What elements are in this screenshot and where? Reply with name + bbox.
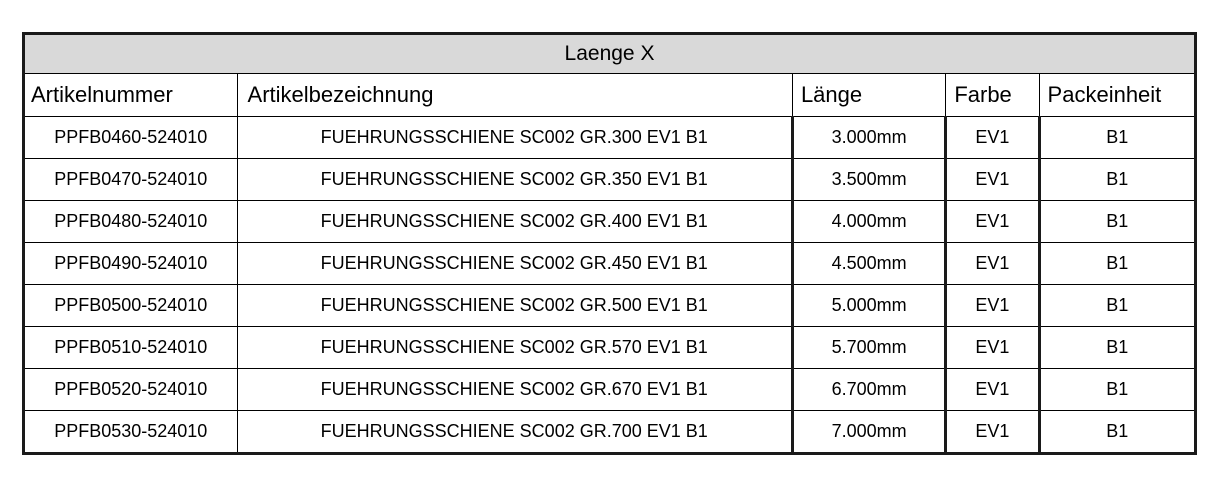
table-title-row xyxy=(24,34,1196,74)
cell-farbe: EV1 xyxy=(946,369,1039,411)
cell-artikelnummer: PPFB0460-524010 xyxy=(24,117,238,159)
table-row xyxy=(24,243,1196,285)
cell-packeinheit: B1 xyxy=(1039,327,1195,369)
table-title: Laenge X xyxy=(24,34,1196,74)
cell-artikelnummer: PPFB0470-524010 xyxy=(24,159,238,201)
table-header-row xyxy=(24,74,1196,117)
table-row xyxy=(24,411,1196,454)
cell-laenge: 6.700mm xyxy=(792,369,945,411)
cell-artikelnummer: PPFB0530-524010 xyxy=(24,411,238,454)
product-table xyxy=(22,32,1197,455)
cell-farbe: EV1 xyxy=(946,243,1039,285)
cell-packeinheit: B1 xyxy=(1039,285,1195,327)
cell-artikelbezeichnung: FUEHRUNGSSCHIENE SC002 GR.570 EV1 B1 xyxy=(237,327,792,369)
cell-artikelnummer: PPFB0520-524010 xyxy=(24,369,238,411)
table-row xyxy=(24,285,1196,327)
cell-laenge: 3.000mm xyxy=(792,117,945,159)
table-row xyxy=(24,159,1196,201)
cell-laenge: 3.500mm xyxy=(792,159,945,201)
cell-laenge: 4.000mm xyxy=(792,201,945,243)
table-row xyxy=(24,117,1196,159)
cell-packeinheit: B1 xyxy=(1039,243,1195,285)
table-row xyxy=(24,201,1196,243)
cell-artikelnummer: PPFB0480-524010 xyxy=(24,201,238,243)
table-head xyxy=(24,34,1196,117)
cell-packeinheit: B1 xyxy=(1039,159,1195,201)
cell-artikelbezeichnung: FUEHRUNGSSCHIENE SC002 GR.500 EV1 B1 xyxy=(237,285,792,327)
cell-artikelbezeichnung: FUEHRUNGSSCHIENE SC002 GR.300 EV1 B1 xyxy=(237,117,792,159)
cell-farbe: EV1 xyxy=(946,327,1039,369)
cell-packeinheit: B1 xyxy=(1039,369,1195,411)
cell-laenge: 7.000mm xyxy=(792,411,945,454)
cell-packeinheit: B1 xyxy=(1039,117,1195,159)
cell-laenge: 5.000mm xyxy=(792,285,945,327)
cell-farbe: EV1 xyxy=(946,159,1039,201)
cell-artikelbezeichnung: FUEHRUNGSSCHIENE SC002 GR.700 EV1 B1 xyxy=(237,411,792,454)
cell-farbe: EV1 xyxy=(946,117,1039,159)
cell-artikelnummer: PPFB0510-524010 xyxy=(24,327,238,369)
column-header-artikelnummer: Artikelnummer xyxy=(24,74,238,117)
column-header-artikelbezeichnung: Artikelbezeichnung xyxy=(237,74,792,117)
cell-packeinheit: B1 xyxy=(1039,201,1195,243)
column-header-packeinheit: Packeinheit xyxy=(1039,74,1195,117)
cell-farbe: EV1 xyxy=(946,285,1039,327)
table-body xyxy=(24,117,1196,454)
cell-artikelbezeichnung: FUEHRUNGSSCHIENE SC002 GR.400 EV1 B1 xyxy=(237,201,792,243)
table-row xyxy=(24,327,1196,369)
cell-artikelbezeichnung: FUEHRUNGSSCHIENE SC002 GR.670 EV1 B1 xyxy=(237,369,792,411)
column-header-farbe: Farbe xyxy=(946,74,1039,117)
column-header-laenge: Länge xyxy=(792,74,945,117)
product-table-container xyxy=(22,32,1197,455)
cell-laenge: 5.700mm xyxy=(792,327,945,369)
cell-artikelnummer: PPFB0500-524010 xyxy=(24,285,238,327)
cell-packeinheit: B1 xyxy=(1039,411,1195,454)
cell-artikelbezeichnung: FUEHRUNGSSCHIENE SC002 GR.350 EV1 B1 xyxy=(237,159,792,201)
table-row xyxy=(24,369,1196,411)
cell-artikelbezeichnung: FUEHRUNGSSCHIENE SC002 GR.450 EV1 B1 xyxy=(237,243,792,285)
cell-artikelnummer: PPFB0490-524010 xyxy=(24,243,238,285)
cell-laenge: 4.500mm xyxy=(792,243,945,285)
cell-farbe: EV1 xyxy=(946,201,1039,243)
cell-farbe: EV1 xyxy=(946,411,1039,454)
